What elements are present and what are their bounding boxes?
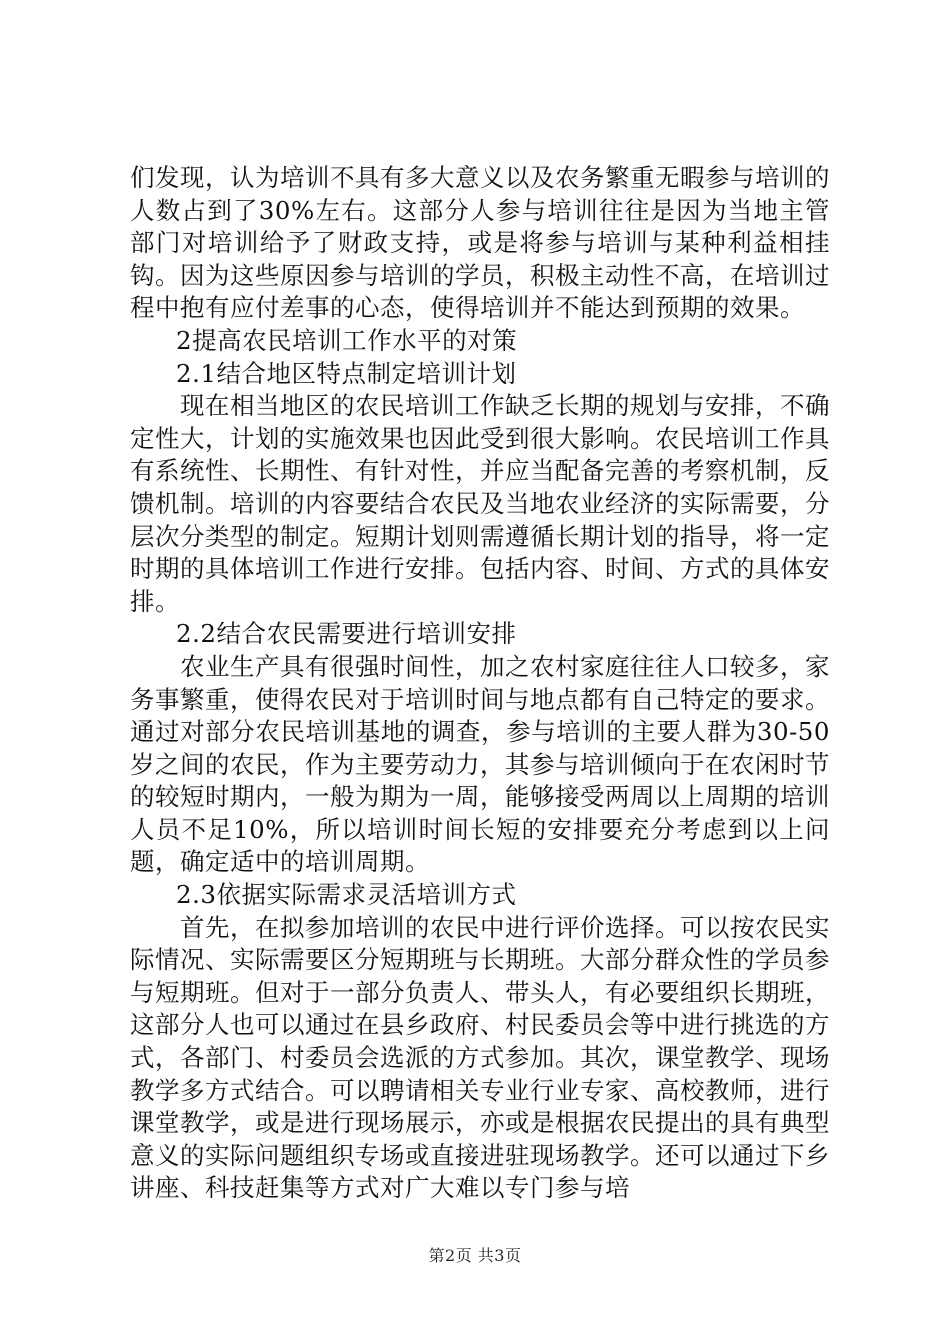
body-paragraph — [130, 651, 830, 879]
page-footer — [0, 1243, 950, 1266]
subsection-heading: 2.3依据实际需求灵活培训方式 — [176, 880, 517, 910]
paragraph-text: 首先，在拟参加培训的农民中进行评价选择。可以按农民实际情况、实际需要区分短期班与长期班。大部分群众性的学员参与短期班。但对于一部分负责人、带头人，有必要组织长期班，这部分人也可以通过在县乡政府、村民委员会等中进行挑选的方式，各部门、村委员会选派的方式参加。其次，课堂教学、现场教学多方式结合。可以聘请相关专业行业专家、高校教师，进行课堂教学，或是进行现场展示，亦或是根据农民提出的具有典型意义的实际问题组织专场或直接进驻现场教学。还可以通过下乡讲座、科技赶集等方式对广大难以专门参与培 — [130, 912, 830, 1203]
subsection-heading: 2.2结合农民需要进行培训安排 — [176, 619, 517, 649]
paragraph-text: 现在相当地区的农民培训工作缺乏长期的规划与安排，不确定性大，计划的实施效果也因此受到很大影响。农民培训工作具有系统性、长期性、有针对性，并应当配备完善的考察机制，反馈机制。培训的内容要结合农民及当地农业经济的实际需要，分层次分类型的制定。短期计划则需遵循长期计划的指导，将一定时期的具体培训工作进行安排。包括内容、时间、方式的具体安排。 — [130, 391, 830, 616]
body-paragraph — [130, 390, 830, 618]
body-paragraph — [130, 912, 830, 1205]
document-body — [130, 162, 830, 1205]
body-paragraph: 们发现，认为培训不具有多大意义以及农务繁重无暇参与培训的人数占到了30%左右。这部分人参与培训往往是因为当地主管部门对培训给予了财政支持，或是将参与培训与某种利益相挂钩。因为这些原因参与培训的学员，积极主动性不高，在培训过程中抱有应付差事的心态，使得培训并不能达到预期的效果。 — [130, 163, 830, 323]
paragraph-text: 农业生产具有很强时间性，加之农村家庭往往人口较多，家务事繁重，使得农民对于培训时间与地点都有自己特定的要求。通过对部分农民培训基地的调查，参与培训的主要人群为30-50岁之间的农民，作为主要劳动力，其参与培训倾向于在农闲时节的较短时期内，一般为期为一周，能够接受两周以上周期的培训人员不足10%，所以培训时间长短的安排要充分考虑到以上问题，确定适中的培训周期。 — [130, 651, 830, 877]
page-number-label: 第2页 共3页 — [428, 1246, 522, 1265]
section-heading: 2提高农民培训工作水平的对策 — [176, 325, 518, 355]
subsection-heading: 2.1结合地区特点制定培训计划 — [176, 358, 517, 388]
